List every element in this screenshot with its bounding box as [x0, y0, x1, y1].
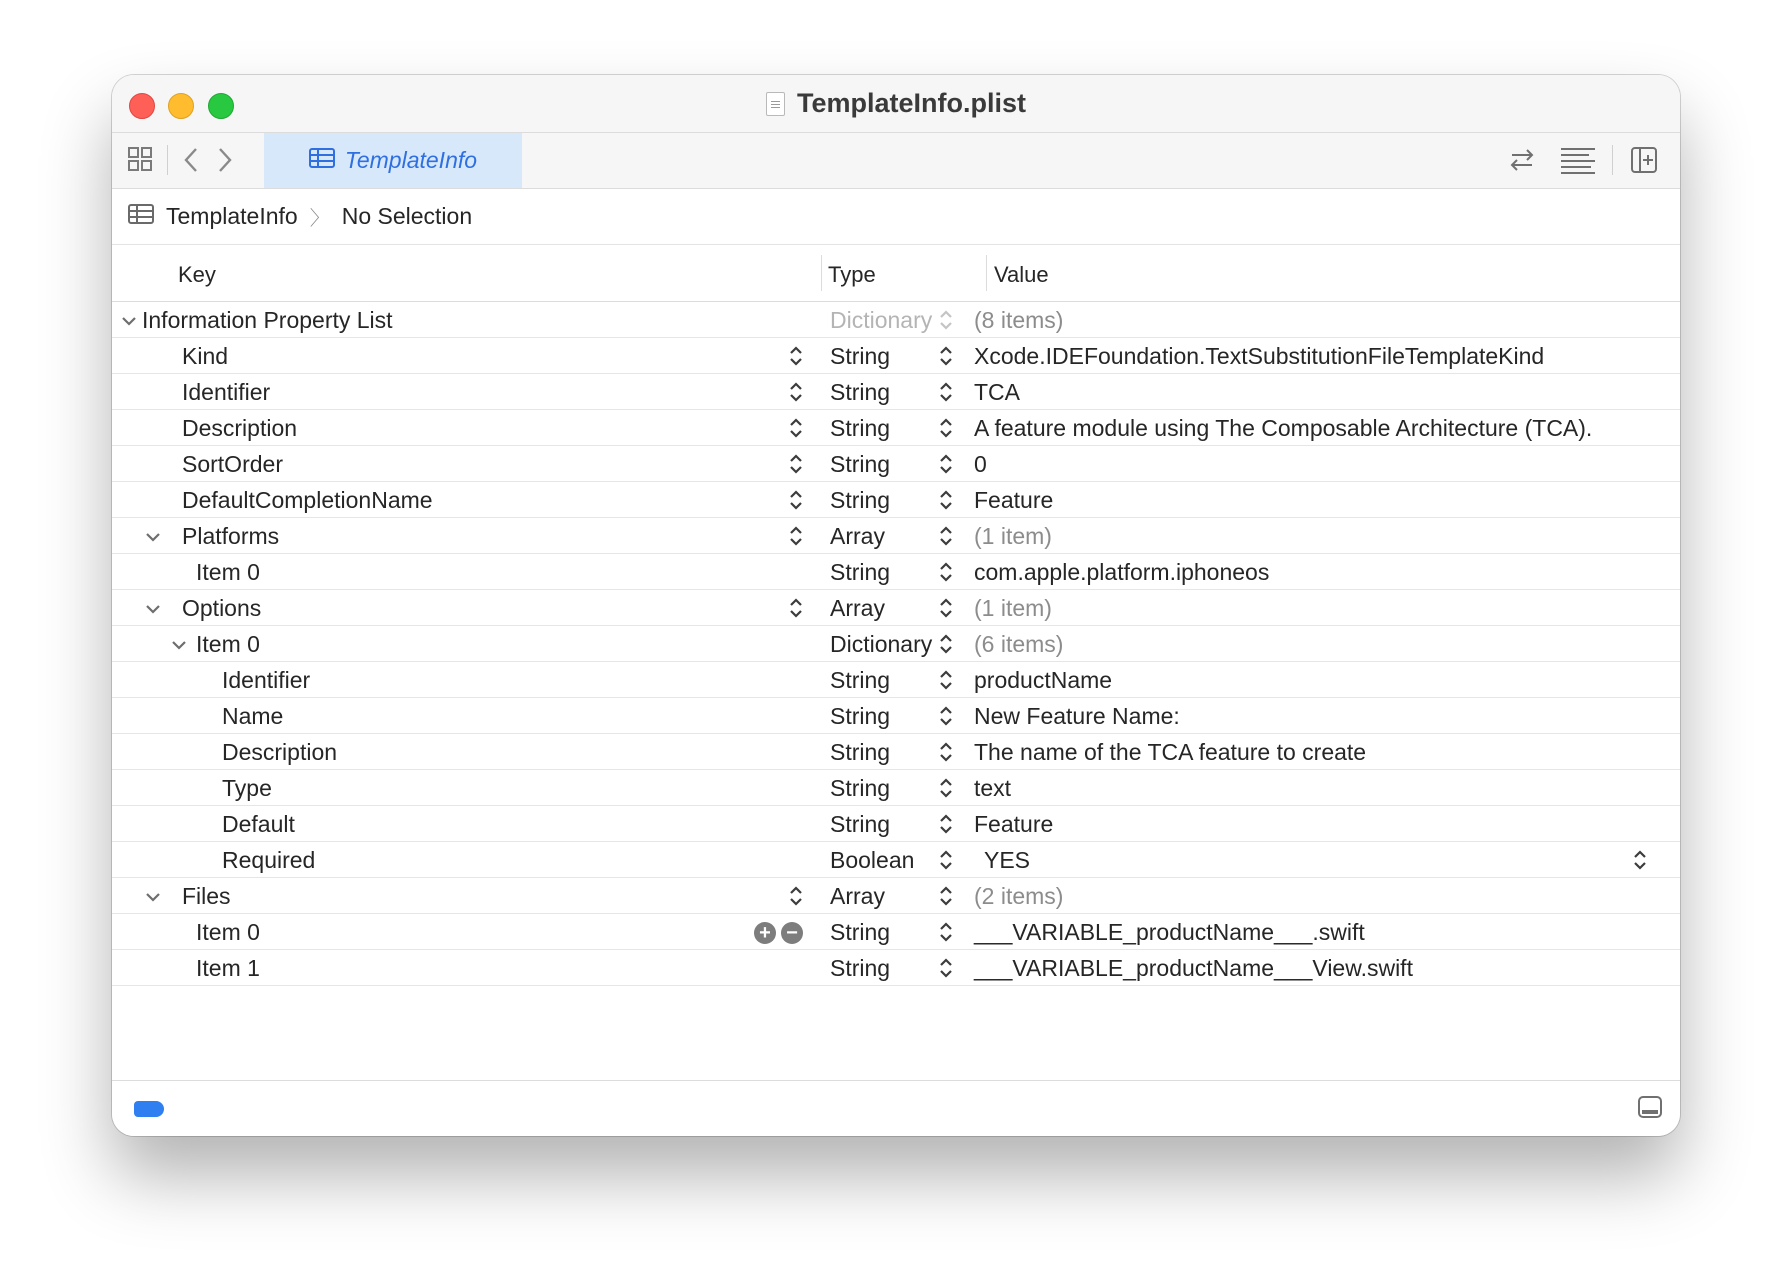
plist-grid-icon [309, 148, 335, 173]
row-key[interactable]: Item 0 [196, 559, 260, 585]
disclosure-chevron-down-icon[interactable] [144, 525, 162, 552]
row-key[interactable]: DefaultCompletionName [182, 487, 433, 513]
disclosure-chevron-down-icon[interactable] [170, 633, 188, 660]
row-key[interactable]: Item 1 [196, 955, 260, 981]
table-row[interactable] [112, 806, 1680, 842]
table-row[interactable] [112, 770, 1680, 806]
row-type[interactable]: String [830, 955, 891, 981]
row-type[interactable]: Array [830, 595, 885, 621]
table-row[interactable] [112, 518, 1680, 554]
row-type[interactable]: Dictionary [830, 307, 933, 333]
column-key[interactable]: Key [178, 262, 216, 287]
row-value[interactable]: text [974, 775, 1012, 801]
row-type[interactable]: String [830, 487, 891, 513]
tab-label: TemplateInfo [344, 147, 478, 173]
jumpbar-root[interactable]: TemplateInfo [166, 203, 298, 229]
row-key[interactable]: Description [222, 739, 338, 765]
row-value[interactable]: Feature [974, 811, 1054, 837]
row-key[interactable]: Platforms [182, 523, 280, 549]
row-value[interactable]: (8 items) [974, 307, 1064, 333]
breadcrumb-chevron-icon: 〉 [309, 208, 330, 230]
row-value[interactable]: (1 item) [974, 595, 1052, 621]
row-type[interactable]: Dictionary [830, 631, 933, 657]
bottom-bar [112, 1080, 1680, 1136]
row-value[interactable]: com.apple.platform.iphoneos [974, 559, 1270, 585]
row-type[interactable]: String [830, 811, 891, 837]
row-value[interactable]: Feature [974, 487, 1054, 513]
add-item-icon[interactable]: + [754, 922, 776, 944]
document-icon [766, 92, 785, 116]
tag-icon[interactable] [134, 1101, 164, 1117]
type-stepper-icon[interactable] [938, 884, 954, 914]
row-key[interactable]: SortOrder [182, 451, 283, 477]
table-row[interactable] [112, 410, 1680, 446]
row-key[interactable]: Identifier [222, 667, 311, 693]
disclosure-chevron-down-icon[interactable] [144, 885, 162, 912]
key-stepper-icon[interactable] [788, 416, 804, 446]
type-stepper-icon[interactable] [938, 776, 954, 806]
disclosure-chevron-down-icon[interactable] [144, 597, 162, 624]
column-type[interactable]: Type [828, 262, 876, 287]
table-row[interactable] [112, 482, 1680, 518]
row-value[interactable]: (6 items) [974, 631, 1064, 657]
plist-table [112, 302, 1680, 986]
table-row[interactable] [112, 626, 1680, 662]
row-key[interactable]: Description [182, 415, 298, 441]
plist-grid-icon [128, 203, 154, 230]
xcode-window [112, 75, 1680, 1136]
table-row[interactable] [112, 662, 1680, 698]
row-value[interactable]: Xcode.IDEFoundation.TextSubstitutionFileTemplateKind [974, 343, 1545, 369]
swap-arrows-icon[interactable] [1508, 147, 1536, 178]
type-stepper-icon[interactable] [938, 308, 954, 338]
type-stepper-icon[interactable] [938, 740, 954, 770]
row-value[interactable]: ___VARIABLE_productName___.swift [974, 919, 1365, 945]
row-type[interactable]: String [830, 343, 891, 369]
table-row[interactable] [112, 698, 1680, 734]
table-row[interactable] [112, 338, 1680, 374]
table-row[interactable] [112, 950, 1680, 986]
row-type[interactable]: String [830, 559, 891, 585]
row-value[interactable]: (2 items) [974, 883, 1064, 909]
window-title-group [112, 75, 1680, 132]
editor-options-icon[interactable] [1559, 146, 1597, 179]
chevron-left-icon[interactable] [180, 145, 202, 180]
key-stepper-icon[interactable] [788, 488, 804, 518]
key-stepper-icon[interactable] [788, 452, 804, 482]
row-type[interactable]: String [830, 667, 891, 693]
row-value[interactable]: productName [974, 667, 1113, 693]
type-stepper-icon[interactable] [938, 488, 954, 518]
type-stepper-icon[interactable] [938, 344, 954, 374]
table-row[interactable] [112, 734, 1680, 770]
add-editor-icon[interactable] [1630, 146, 1658, 179]
related-items-icon[interactable] [126, 145, 154, 178]
toolbar [112, 133, 1680, 189]
row-key[interactable]: Options [182, 595, 262, 621]
boolean-popup-stepper-icon[interactable] [1632, 848, 1648, 878]
row-type[interactable]: String [830, 919, 891, 945]
row-type[interactable]: Array [830, 883, 885, 909]
row-type[interactable]: String [830, 739, 891, 765]
type-stepper-icon[interactable] [938, 812, 954, 842]
table-row[interactable] [112, 914, 1680, 950]
row-key[interactable]: Required [222, 847, 316, 873]
row-value[interactable]: A feature module using The Composable Architecture (TCA). [974, 415, 1593, 441]
type-stepper-icon[interactable] [938, 560, 954, 590]
jump-bar [112, 189, 1680, 245]
remove-item-icon[interactable]: − [781, 922, 803, 944]
type-stepper-icon[interactable] [938, 632, 954, 662]
type-stepper-icon[interactable] [938, 956, 954, 986]
title-bar [112, 75, 1680, 133]
row-key[interactable]: Default [222, 811, 295, 837]
table-row[interactable] [112, 446, 1680, 482]
column-value[interactable]: Value [994, 262, 1049, 287]
row-key[interactable]: Name [222, 703, 284, 729]
table-row[interactable] [112, 842, 1680, 878]
row-value[interactable]: (1 item) [974, 523, 1052, 549]
row-value[interactable]: The name of the TCA feature to create [974, 739, 1367, 765]
jumpbar-selection[interactable]: No Selection [341, 203, 473, 229]
row-key[interactable]: Type [222, 775, 272, 801]
window-title: TemplateInfo.plist [796, 88, 1026, 118]
type-stepper-icon[interactable] [938, 668, 954, 698]
key-stepper-icon[interactable] [788, 884, 804, 914]
type-stepper-icon[interactable] [938, 380, 954, 410]
type-stepper-icon[interactable] [938, 596, 954, 626]
type-stepper-icon[interactable] [938, 452, 954, 482]
row-type[interactable]: String [830, 703, 891, 729]
type-stepper-icon[interactable] [938, 848, 954, 878]
key-stepper-icon[interactable] [788, 524, 804, 554]
table-row[interactable] [112, 302, 1680, 338]
table-row[interactable] [112, 878, 1680, 914]
key-stepper-icon[interactable] [788, 380, 804, 410]
type-stepper-icon[interactable] [938, 704, 954, 734]
key-stepper-icon[interactable] [788, 344, 804, 374]
row-key[interactable]: Information Property List [142, 307, 393, 333]
row-type[interactable]: String [830, 451, 891, 477]
disclosure-chevron-down-icon[interactable] [120, 309, 138, 336]
debug-area-toggle-icon[interactable] [1638, 1096, 1662, 1118]
add-remove-controls [754, 922, 803, 944]
row-type[interactable]: String [830, 415, 891, 441]
tab-templateinfo[interactable] [264, 133, 522, 188]
type-stepper-icon[interactable] [938, 920, 954, 950]
type-stepper-icon[interactable] [938, 524, 954, 554]
key-stepper-icon[interactable] [788, 596, 804, 626]
row-value[interactable]: New Feature Name: [974, 703, 1180, 729]
row-type[interactable]: String [830, 379, 891, 405]
column-header [112, 245, 1680, 302]
row-value[interactable]: 0 [974, 451, 987, 477]
row-type[interactable]: String [830, 775, 891, 801]
table-row[interactable] [112, 590, 1680, 626]
row-value[interactable]: ___VARIABLE_productName___View.swift [974, 955, 1413, 981]
row-key[interactable]: Item 0 [196, 919, 260, 945]
row-key[interactable]: Kind [182, 343, 229, 369]
row-key[interactable]: Identifier [182, 379, 271, 405]
row-key[interactable]: Item 0 [196, 631, 260, 657]
type-stepper-icon[interactable] [938, 416, 954, 446]
chevron-right-icon[interactable] [214, 145, 236, 180]
row-key[interactable]: Files [182, 883, 231, 909]
row-type[interactable]: Boolean [830, 847, 915, 873]
table-row[interactable] [112, 554, 1680, 590]
row-value[interactable]: YES [984, 847, 1031, 873]
row-value[interactable]: TCA [974, 379, 1020, 405]
row-type[interactable]: Array [830, 523, 885, 549]
table-row[interactable] [112, 374, 1680, 410]
